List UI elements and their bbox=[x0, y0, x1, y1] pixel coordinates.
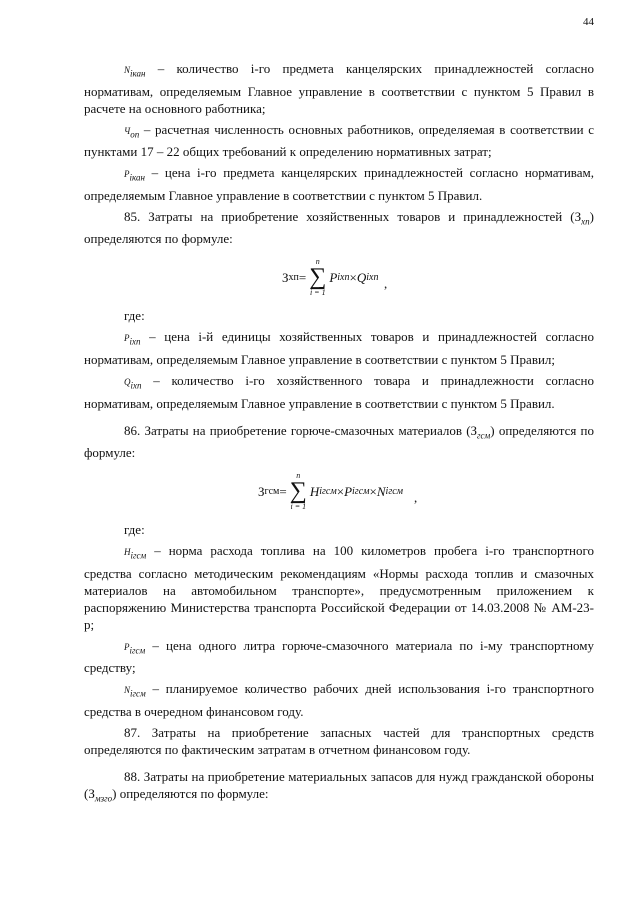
definition-text: цена одного литра горюче-смазочного материала по i-му транспортному средству; bbox=[84, 637, 595, 676]
definition-n-igsm bbox=[84, 680, 594, 720]
definition-q-ixp bbox=[84, 372, 594, 412]
dash: – bbox=[145, 681, 166, 697]
symbol: Q bbox=[124, 376, 131, 387]
symbol: P bbox=[124, 169, 130, 180]
formula-term-sub: iгсм bbox=[385, 485, 404, 497]
symbol-sub: гсм bbox=[477, 430, 491, 441]
symbol: N bbox=[124, 685, 131, 696]
sigma-icon: ∑ bbox=[289, 478, 307, 505]
sum-upper-limit: n bbox=[315, 257, 320, 267]
dash: – bbox=[145, 637, 167, 653]
definition-text: цена i-й единицы хозяйственных товаров и принадлежностей согласно нормативам, определяемым Главное управление в соответствии с пунктом 5 Правил; bbox=[84, 329, 595, 367]
formula-eq: = bbox=[279, 483, 287, 499]
symbol: N bbox=[124, 65, 131, 75]
symbol-sub: iгсм bbox=[130, 688, 146, 699]
dash: – bbox=[146, 543, 169, 559]
definition-text: планируемое количество рабочих дней использования i-го транспортного средства в очередном финансовом году. bbox=[84, 681, 595, 719]
paragraph-text: ) определяются по формуле: bbox=[84, 208, 594, 247]
formula-comma: , bbox=[414, 490, 418, 506]
definition-n-ikan bbox=[84, 60, 594, 117]
paragraph-text: 88. Затраты на приобретение материальных запасов для нужд гражданской обороны ( bbox=[84, 768, 594, 801]
symbol-sub: iгсм bbox=[129, 645, 146, 656]
formula-term: N bbox=[376, 483, 386, 499]
formula-times: × bbox=[349, 269, 357, 285]
symbol: H bbox=[124, 547, 131, 558]
where-label: где: bbox=[124, 522, 145, 538]
paragraph-88 bbox=[84, 768, 594, 808]
sum-upper-limit: n bbox=[296, 471, 301, 481]
formula-85 bbox=[84, 253, 594, 297]
formula-term: Q bbox=[356, 269, 367, 285]
symbol: З bbox=[574, 208, 582, 224]
definition-h-igsm bbox=[84, 542, 594, 633]
paragraph-text: ) определяются по формуле: bbox=[84, 422, 595, 461]
sigma-icon: ∑ bbox=[309, 264, 327, 291]
symbol-sub: iгсм bbox=[130, 550, 147, 561]
paragraph-text: 85. Затраты на приобретение хозяйственных товаров и принадлежностей ( bbox=[124, 208, 575, 224]
paragraph-text: ) определяются по формуле: bbox=[112, 785, 269, 801]
sum-lower-limit: i = 1 bbox=[290, 502, 307, 512]
symbol-sub: хп bbox=[581, 216, 590, 227]
formula-comma: , bbox=[384, 276, 388, 292]
sum-lower-limit: i = 1 bbox=[309, 288, 326, 298]
symbol: P bbox=[124, 333, 130, 344]
formula-term: P bbox=[329, 269, 338, 285]
formula-lhs-sub: гсм bbox=[264, 485, 280, 497]
symbol: З bbox=[88, 785, 95, 801]
symbol-sub: ікан bbox=[129, 172, 145, 183]
symbol-sub: ixп bbox=[129, 336, 141, 347]
dash: – bbox=[139, 121, 156, 137]
definition-text: цена i-го предмета канцелярских принадлежностей согласно нормативам, определяемым Главное управление в соответствии с пунктом 5 Правил. bbox=[84, 165, 595, 203]
formula-times: × bbox=[336, 483, 345, 499]
sum-sign bbox=[309, 257, 326, 297]
formula-term-sub: iгсм bbox=[352, 485, 370, 497]
symbol-sub: ікан bbox=[130, 68, 146, 79]
where-label: где: bbox=[124, 308, 145, 324]
symbol: З bbox=[470, 422, 478, 438]
dash: – bbox=[140, 329, 165, 345]
formula-lhs: З bbox=[258, 483, 265, 499]
definition-p-igsm bbox=[84, 637, 594, 677]
paragraph-85 bbox=[84, 208, 594, 248]
formula-term: P bbox=[344, 483, 353, 499]
definition-p-ixp bbox=[84, 328, 594, 368]
formula-term-sub: ixп bbox=[337, 271, 350, 283]
symbol-sub: ixп bbox=[130, 380, 142, 391]
dash: – bbox=[145, 61, 177, 76]
formula-term: H bbox=[309, 483, 320, 499]
dash: – bbox=[141, 372, 172, 388]
formula-term-sub: iгсм bbox=[319, 485, 337, 497]
formula-lhs-sub: хп bbox=[288, 271, 299, 283]
document-body bbox=[84, 56, 594, 808]
formula-times: × bbox=[369, 483, 377, 499]
definition-text: расчетная численность основных работников, определяемая в соответствии с пунктами 17 – 22 общих требований к определению нормативных затрат; bbox=[84, 121, 595, 160]
symbol: P bbox=[124, 641, 130, 652]
definition-p-ikan bbox=[84, 164, 594, 204]
definition-text: количество i-го предмета канцелярских принадлежностей согласно нормативам, определяемым Главное управление в соответствии с пунктом 5 Правил в расчете на основного работника; bbox=[84, 61, 595, 116]
formula-86 bbox=[84, 467, 594, 511]
symbol-sub: мзго bbox=[94, 793, 113, 804]
formula-eq: = bbox=[298, 269, 307, 285]
dash: – bbox=[144, 165, 165, 181]
paragraph-87: 87. Затраты на приобретение запасных частей для транспортных средств определяются по фактическим затратам в отчетном финансовом году. bbox=[84, 724, 594, 757]
paragraph-86 bbox=[84, 422, 594, 462]
definition-text: количество i-го хозяйственного товара и принадлежности согласно нормативам, определяемым Главное управление в соответствии с пунктом 5 Правил. bbox=[84, 372, 594, 411]
definition-ch-op bbox=[84, 121, 594, 161]
paragraph-text: 86. Затраты на приобретение горюче-смазочных материалов ( bbox=[124, 422, 471, 438]
page-number: 44 bbox=[583, 16, 594, 28]
symbol: Ч bbox=[124, 125, 131, 136]
formula-term-sub: ixп bbox=[366, 271, 379, 283]
sum-sign bbox=[290, 471, 307, 511]
definition-text: норма расхода топлива на 100 километров пробега i-го транспортного средства согласно методическим рекомендациям «Нормы расхода топлив и смазочных материалов на автомобильном транспорте», предусмотренным приложением к распоряжению Министерства транспорта Российской Федерации от 14.03.2008 № АМ-23-р; bbox=[84, 543, 594, 632]
symbol-sub: оп bbox=[130, 129, 140, 140]
formula-lhs: З bbox=[282, 269, 289, 285]
